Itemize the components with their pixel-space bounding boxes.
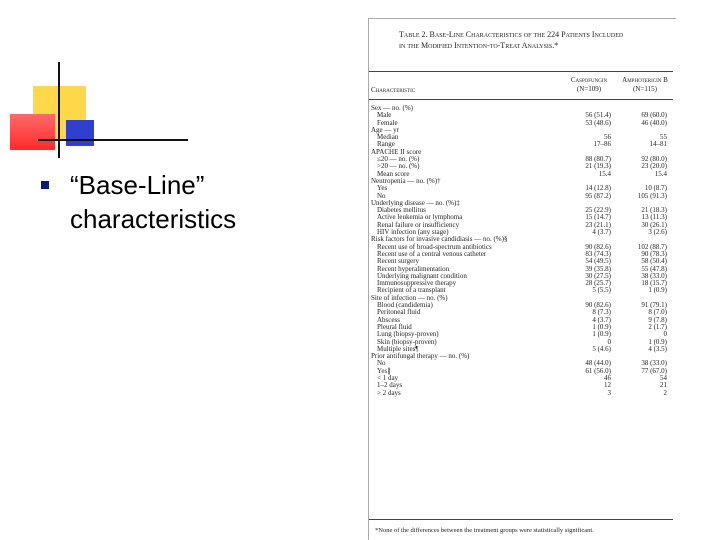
amphotericin-value: 23 (20.0)	[641, 162, 667, 171]
caspofungin-value: 17–86	[593, 140, 611, 149]
caspofungin-value: 30 (27.5)	[585, 271, 611, 280]
caspofungin-value: 12	[604, 381, 611, 390]
caspofungin-value: 54 (49.5)	[585, 257, 611, 266]
bullet-icon	[41, 181, 49, 189]
row-label: Yes∥	[377, 366, 391, 375]
caspofungin-value: 28 (25.7)	[585, 279, 611, 288]
slide-title	[70, 168, 340, 236]
caspofungin-value: 1 (0.9)	[592, 330, 611, 339]
table-row	[369, 368, 674, 375]
row-label: Prior antifungal therapy — no. (%)	[371, 352, 470, 361]
row-label: Range	[377, 140, 395, 149]
table-row	[369, 353, 674, 360]
column-header-amphotericin-name: Amphotericin B	[622, 76, 668, 84]
caspofungin-value: 95 (87.2)	[585, 191, 611, 200]
amphotericin-value: 77 (67.0)	[641, 366, 667, 375]
table-top-rule	[369, 71, 673, 72]
table-row	[369, 112, 674, 119]
caspofungin-value: 53 (48.6)	[585, 118, 611, 127]
amphotericin-value: 38 (33.0)	[641, 359, 667, 368]
row-label: Abscess	[377, 315, 400, 324]
amphotericin-value: 4 (3.5)	[648, 344, 667, 353]
caspofungin-value: 88 (80.7)	[585, 155, 611, 164]
row-label: Recipient of a transplant	[377, 286, 446, 295]
caspofungin-value: 14 (12.8)	[585, 184, 611, 193]
row-label: No	[377, 359, 386, 368]
table-row	[369, 185, 674, 192]
caspofungin-value: 90 (82.6)	[585, 242, 611, 251]
amphotericin-value: 55	[660, 133, 667, 142]
amphotericin-value: 1 (0.9)	[648, 337, 667, 346]
caspofungin-value: 61 (56.0)	[585, 366, 611, 375]
row-label: Renal failure or insufficiency	[377, 220, 460, 229]
row-label: Peritoneal fluid	[377, 308, 421, 317]
row-label: Blood (candidemia)	[377, 301, 433, 310]
caspofungin-value: 5 (4.6)	[592, 344, 611, 353]
amphotericin-value: 1 (0.9)	[648, 286, 667, 295]
caspofungin-value: 0	[607, 337, 611, 346]
caspofungin-value: 83 (74.3)	[585, 249, 611, 258]
table-row	[369, 134, 674, 141]
row-label: Neutropenia — no. (%)†	[371, 176, 441, 185]
table-body	[369, 105, 674, 397]
amphotericin-value: 14–81	[649, 140, 667, 149]
amphotericin-value: 15.4	[654, 169, 667, 178]
table-row	[369, 120, 674, 127]
row-label: Skin (biopsy-proven)	[377, 337, 437, 346]
column-header-caspofungin	[563, 76, 615, 94]
table-row	[369, 375, 674, 382]
row-label: Underlying disease — no. (%)‡	[371, 198, 460, 207]
row-label: Risk factors for invasive candidiasis — no. (%)§	[371, 235, 508, 244]
decor-horizontal-line	[38, 139, 188, 141]
caspofungin-value: 56 (51.4)	[585, 111, 611, 120]
table-row	[369, 382, 674, 389]
row-label: < 1 day	[377, 373, 399, 382]
table-row	[369, 309, 674, 316]
row-label: Recent hyperalimentation	[377, 264, 450, 273]
caspofungin-value: 21 (19.3)	[585, 162, 611, 171]
amphotericin-value: 38 (33.0)	[641, 271, 667, 280]
caspofungin-value: 48 (44.0)	[585, 359, 611, 368]
table-bottom-rule	[369, 519, 673, 520]
row-label: APACHE II score	[371, 147, 422, 156]
row-label: Recent surgery	[377, 257, 420, 266]
caspofungin-value: 39 (35.8)	[585, 264, 611, 273]
column-header-caspofungin-name: Caspofungin	[570, 76, 608, 84]
caspofungin-value: 90 (82.6)	[585, 301, 611, 310]
amphotericin-value: 10 (8.7)	[644, 184, 667, 193]
amphotericin-value: 90 (78.3)	[641, 249, 667, 258]
row-label: No	[377, 191, 386, 200]
caspofungin-value: 25 (22.9)	[585, 206, 611, 215]
caspofungin-value: 15.4	[598, 169, 611, 178]
table-title-line1: Table 2. Base-Line Characteristics of the 224 Patients Included	[399, 30, 624, 39]
caspofungin-value: 15 (14.7)	[585, 213, 611, 222]
caspofungin-value: 4 (3.7)	[592, 315, 611, 324]
caspofungin-value: 4 (3.7)	[592, 228, 611, 237]
row-label: Site of infection — no. (%)	[371, 293, 448, 302]
table-header-rule	[369, 99, 673, 100]
table-row	[369, 178, 674, 185]
row-label: Median	[377, 133, 399, 142]
caspofungin-value: 8 (7.3)	[592, 308, 611, 317]
amphotericin-value: 92 (80.0)	[641, 155, 667, 164]
amphotericin-value: 3 (2.6)	[648, 228, 667, 237]
amphotericin-value: 8 (7.0)	[648, 308, 667, 317]
amphotericin-value: 102 (88.7)	[637, 242, 667, 251]
caspofungin-value: 5 (5.5)	[592, 286, 611, 295]
decor-red-square	[10, 114, 55, 150]
slide-title-line1: “Base-Line”	[70, 170, 205, 200]
amphotericin-value: 105 (91.3)	[637, 191, 667, 200]
table-footnote: *None of the differences between the treatment groups were statistically significant.	[375, 527, 594, 534]
column-header-caspofungin-n: (N=109)	[576, 85, 602, 93]
caspofungin-value: 46	[604, 373, 611, 382]
column-header-amphotericin	[619, 76, 671, 94]
column-header-amphotericin-n: (N=115)	[633, 85, 657, 93]
amphotericin-value: 0	[663, 330, 667, 339]
row-label: Mean score	[377, 169, 410, 178]
row-label: Pleural fluid	[377, 322, 412, 331]
amphotericin-value: 30 (26.1)	[641, 220, 667, 229]
table-image	[368, 18, 676, 540]
row-label: 1–2 days	[377, 381, 403, 390]
row-label: > 2 days	[377, 388, 401, 397]
decor-vertical-line	[58, 62, 60, 158]
row-label: Male	[377, 111, 392, 120]
row-label: Lung (biopsy-proven)	[377, 330, 439, 339]
amphotericin-value: 46 (40.0)	[641, 118, 667, 127]
row-label: Female	[377, 118, 398, 127]
row-label: Underlying malignant condition	[377, 271, 467, 280]
row-label: Immunosuppressive therapy	[377, 279, 457, 288]
row-label: Multiple sites¶	[377, 344, 419, 353]
amphotericin-value: 21 (18.3)	[641, 206, 667, 215]
caspofungin-value: 3	[607, 388, 611, 397]
amphotericin-value: 21	[660, 381, 667, 390]
row-label: Diabetes mellitus	[377, 206, 426, 215]
row-label: Yes	[377, 184, 388, 193]
table-row	[369, 360, 674, 367]
row-label: ≤20 — no. (%)	[377, 155, 420, 164]
amphotericin-value: 54	[660, 373, 667, 382]
amphotericin-value: 58 (50.4)	[641, 257, 667, 266]
row-label: Active leukemia or lymphoma	[377, 213, 463, 222]
row-label: Recent use of a central venous catheter	[377, 249, 487, 258]
amphotericin-value: 91 (79.1)	[641, 301, 667, 310]
amphotericin-value: 2	[663, 388, 667, 397]
amphotericin-value: 69 (60.0)	[641, 111, 667, 120]
slide-title-line2: characteristics	[70, 204, 237, 234]
row-label: HIV infection (any stage)	[377, 228, 449, 237]
row-label: >20 — no. (%)	[377, 162, 420, 171]
table-row	[369, 317, 674, 324]
amphotericin-value: 2 (1.7)	[648, 322, 667, 331]
table-title-line2: in the Modified Intention-to-Treat Analysis.*	[399, 41, 559, 50]
table-row	[369, 390, 674, 397]
row-label: Sex — no. (%)	[371, 104, 413, 112]
amphotericin-value: 18 (15.7)	[641, 279, 667, 288]
table-title	[399, 29, 654, 51]
table-row	[369, 163, 674, 170]
caspofungin-value: 23 (21.1)	[585, 220, 611, 229]
caspofungin-value: 56	[604, 133, 611, 142]
amphotericin-value: 9 (7.8)	[648, 315, 667, 324]
decor-blue-square	[66, 120, 94, 146]
table-row	[369, 105, 674, 112]
row-label: Recent use of broad-spectrum antibiotics	[377, 242, 492, 251]
amphotericin-value: 55 (47.8)	[641, 264, 667, 273]
caspofungin-value: 1 (0.9)	[592, 322, 611, 331]
row-label: Age — yr	[371, 125, 399, 134]
table-row	[369, 127, 674, 134]
column-header-characteristic: Characteristic	[371, 86, 416, 94]
amphotericin-value: 13 (11.3)	[641, 213, 667, 222]
